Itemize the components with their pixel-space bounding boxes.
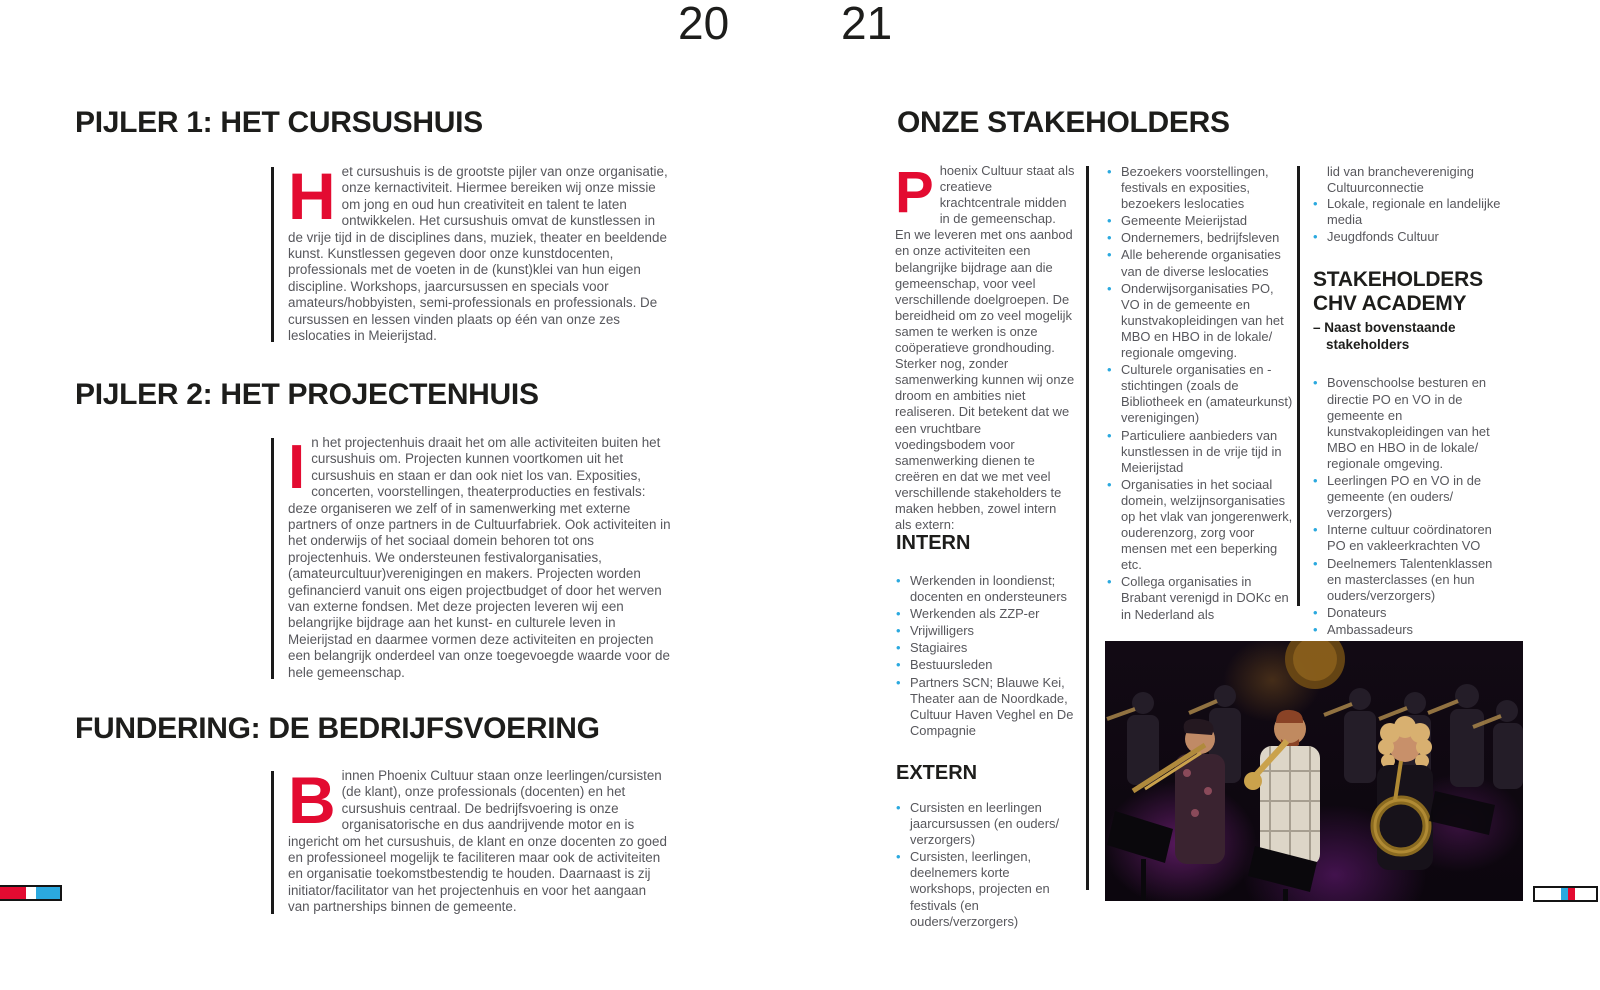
list-item: • Organisaties in het sociaal domein, welzijnsorganisaties op het vlak van jongerenwerk, ouderenzorg, zorg voor mensen met een beperking etc.	[1107, 477, 1293, 574]
intern-heading: INTERN	[896, 532, 971, 554]
list-item: • Jeugdfonds Cultuur	[1313, 229, 1501, 245]
list-item: • Lokale, regionale en landelijke media	[1313, 196, 1501, 228]
section-title-pijler-2: PIJLER 2: HET PROJECTENHUIS	[75, 378, 539, 411]
intern-list-wrap	[896, 573, 1078, 740]
section-title-stakeholders: ONZE STAKEHOLDERS	[897, 106, 1230, 139]
paragraph-rule	[271, 167, 274, 342]
paragraph-text: et cursushuis is de grootste pijler van onze organisatie, onze kernactiviteit. Hiermee bereiken wij onze missie om jong en oud hun creativiteit en talent te laten ontwikkelen. Het cursushuis omvat de kunstlessen in de vrije tijd in de disciplines dans, muziek, theater en beeldende kunst. Kunstlessen gegeven door onze kunstdocenten, professionals met de voeten in de (kunst)klei van hun eigen discipline. Workshops, jaarcursussen en specials voor amateurs/hobbyisten, semi-professionals en professionals. De cursussen en lessen vinden plaats op één van onze zes leslocaties in Meierijstad.	[288, 164, 668, 344]
paragraph-text: n het projectenhuis draait het om alle activiteiten buiten het cursushuis om. Projecten kunnen voortkomen uit het cursushuis en staan er dan ook niet los van. Exposities, concerten, voorstellingen, theaterproducties en festivals: deze organiseren we zelf of in samenwerking met externe partners of onze partners in de Cultuurfabriek. Ook activiteiten in het onderwijs of het sociaal domein behoren tot ons projectenhuis. We ondersteunen festivalorganisaties, (amateurcultuur)verenigingen en makers. Projecten worden gefinancierd vanuit ons eigen projectbudget of door het werven van externe fondsen. Met deze projecten leveren wij een belangrijke bijdrage aan het kunst- en culturele leven in Meierijstad en daarmee vormen deze activiteiten en projecten een belangrijk onderdeel van onze toegevoegde waarde voor de hele gemeenschap.	[288, 435, 671, 680]
column-rule-2	[1297, 166, 1300, 606]
list-item: • Cursisten en leerlingen jaarcursussen (en ouders/ verzorgers)	[896, 800, 1078, 848]
list-item: • Partners SCN; Blauwe Kei, Theater aan de Noordkade, Cultuur Haven Veghel en De Compagnie	[896, 675, 1078, 739]
flag-red-segment	[1568, 888, 1575, 900]
extern-list	[896, 800, 1078, 930]
chv-academy-heading: STAKEHOLDERS CHV ACADEMY	[1313, 268, 1483, 316]
section-title-fundering: FUNDERING: DE BEDRIJFSVOERING	[75, 712, 600, 745]
extern-heading: EXTERN	[896, 762, 978, 784]
list-item: • Ambassadeurs	[1313, 622, 1501, 638]
column2-list-wrap	[1107, 164, 1293, 624]
stakeholders-list-col3	[1313, 196, 1501, 245]
chv-academy-subtitle: – Naast bovenstaande stakeholders	[1313, 320, 1456, 353]
flag-white-segment	[1575, 888, 1596, 900]
flag-blue-segment	[1561, 888, 1568, 900]
flag-red-segment	[0, 887, 26, 899]
page-number-right: 21	[841, 0, 893, 49]
paragraph-pijler-2	[271, 435, 671, 681]
list-item: • Bovenschoolse besturen en directie PO en VO in de gemeente en kunstvakopleidingen van het MBO en HBO in de lokale/ regionale omgeving.	[1313, 375, 1501, 472]
list-item: • Bezoekers voorstellingen, festivals en exposities, bezoekers leslocaties	[1107, 164, 1293, 212]
flag-blue-segment	[36, 887, 60, 899]
list-item: • Leerlingen PO en VO in de gemeente (en ouders/ verzorgers)	[1313, 473, 1501, 521]
list-item: • Ondernemers, bedrijfsleven	[1107, 230, 1293, 246]
drop-cap: B	[288, 763, 336, 837]
column3	[1313, 164, 1501, 639]
brass-band-photo	[1105, 641, 1523, 901]
list-item: • Stagiaires	[896, 640, 1078, 656]
list-item: • Vrijwilligers	[896, 623, 1078, 639]
list-item: • Interne cultuur coördinatoren PO en vakleerkrachten VO	[1313, 522, 1501, 554]
list-item: • Werkenden als ZZP-er	[896, 606, 1078, 622]
stakeholders-list-col2	[1107, 164, 1293, 623]
intro-paragraph	[895, 160, 1075, 533]
list-item: • Particuliere aanbieders van kunstlessen in de vrije tijd in Meierijstad	[1107, 428, 1293, 476]
column-rule-1	[1086, 166, 1089, 890]
paragraph-fundering	[271, 763, 671, 916]
paragraph-rule	[271, 771, 274, 914]
list-item: • Onderwijsorganisaties PO, VO in de gemeente en kunstvakopleidingen van het MBO en HBO in de lokale/ regionale omgeving.	[1107, 281, 1293, 361]
paragraph-pijler-1	[271, 159, 671, 344]
list-item: • Werkenden in loondienst; docenten en ondersteuners	[896, 573, 1078, 605]
flag-white-segment	[1535, 888, 1561, 900]
list-item: • Deelnemers Talentenklassen en masterclasses (en hun ouders/verzorgers)	[1313, 556, 1501, 604]
list-item: • Gemeente Meierijstad	[1107, 213, 1293, 229]
paragraph-text: innen Phoenix Cultuur staan onze leerlingen/cursisten (de klant), onze professionals (docenten) en het cursushuis centraal. De bedrijfsvoering is onze organisatorische en dus aandrijvende motor en is ingericht om het cursushuis, de klant en onze docenten zo goed en professioneel mogelijk te faciliteren maar ook de activiteiten en organisatie toekomstbestendig te houden. Daarnaast is zij initiator/facilitator van het projectenhuis en voor het aangaan van partnerships binnen de gemeente.	[288, 768, 667, 915]
drop-cap: P	[895, 160, 934, 225]
stage-photo-illustration	[1105, 641, 1523, 901]
list-item: • Cursisten, leerlingen, deelnemers korte workshops, projecten en festivals (en ouders/verzorgers)	[896, 849, 1078, 929]
drop-cap: H	[288, 159, 336, 233]
chv-academy-list	[1313, 375, 1501, 638]
flag-bar-right	[1533, 886, 1598, 902]
extern-list-wrap	[896, 800, 1078, 931]
flag-bar-left	[0, 885, 62, 901]
flag-white-segment	[26, 887, 36, 899]
list-continuation: lid van branchevereniging Cultuurconnectie	[1327, 164, 1474, 196]
list-item: • Collega organisaties in Brabant verenigd in DOKc en in Nederland als	[1107, 574, 1293, 622]
list-item: • Culturele organisaties en -stichtingen (zoals de Bibliotheek en (amateurkunst) verenigingen)	[1107, 362, 1293, 426]
page-number-left: 20	[678, 0, 730, 49]
paragraph-rule	[271, 438, 274, 679]
list-item: • Bestuursleden	[896, 657, 1078, 673]
list-item: • Alle beherende organisaties van de diverse leslocaties	[1107, 247, 1293, 279]
intro-text: hoenix Cultuur staat als creatieve krachtcentrale midden in de gemeenschap. En we leveren met ons aanbod en onze activiteiten een belangrijke bijdrage aan die gemeenschap, voor veel verschillende doelgroepen. De bereidheid om zo veel mogelijk samen te werken is onze coöperatieve grondhouding. Sterker nog, zonder samenwerking kunnen wij onze droom en ambities niet realiseren. Dit betekent dat we een vruchtbare voedingsbodem voor samenwerking dienen te creëren en dat we met veel verschillende stakeholders te maken hebben, zowel intern als extern:	[895, 163, 1075, 533]
section-title-pijler-1: PIJLER 1: HET CURSUSHUIS	[75, 106, 483, 139]
drop-cap: I	[288, 433, 306, 502]
intern-list	[896, 573, 1078, 739]
list-item: • Donateurs	[1313, 605, 1501, 621]
